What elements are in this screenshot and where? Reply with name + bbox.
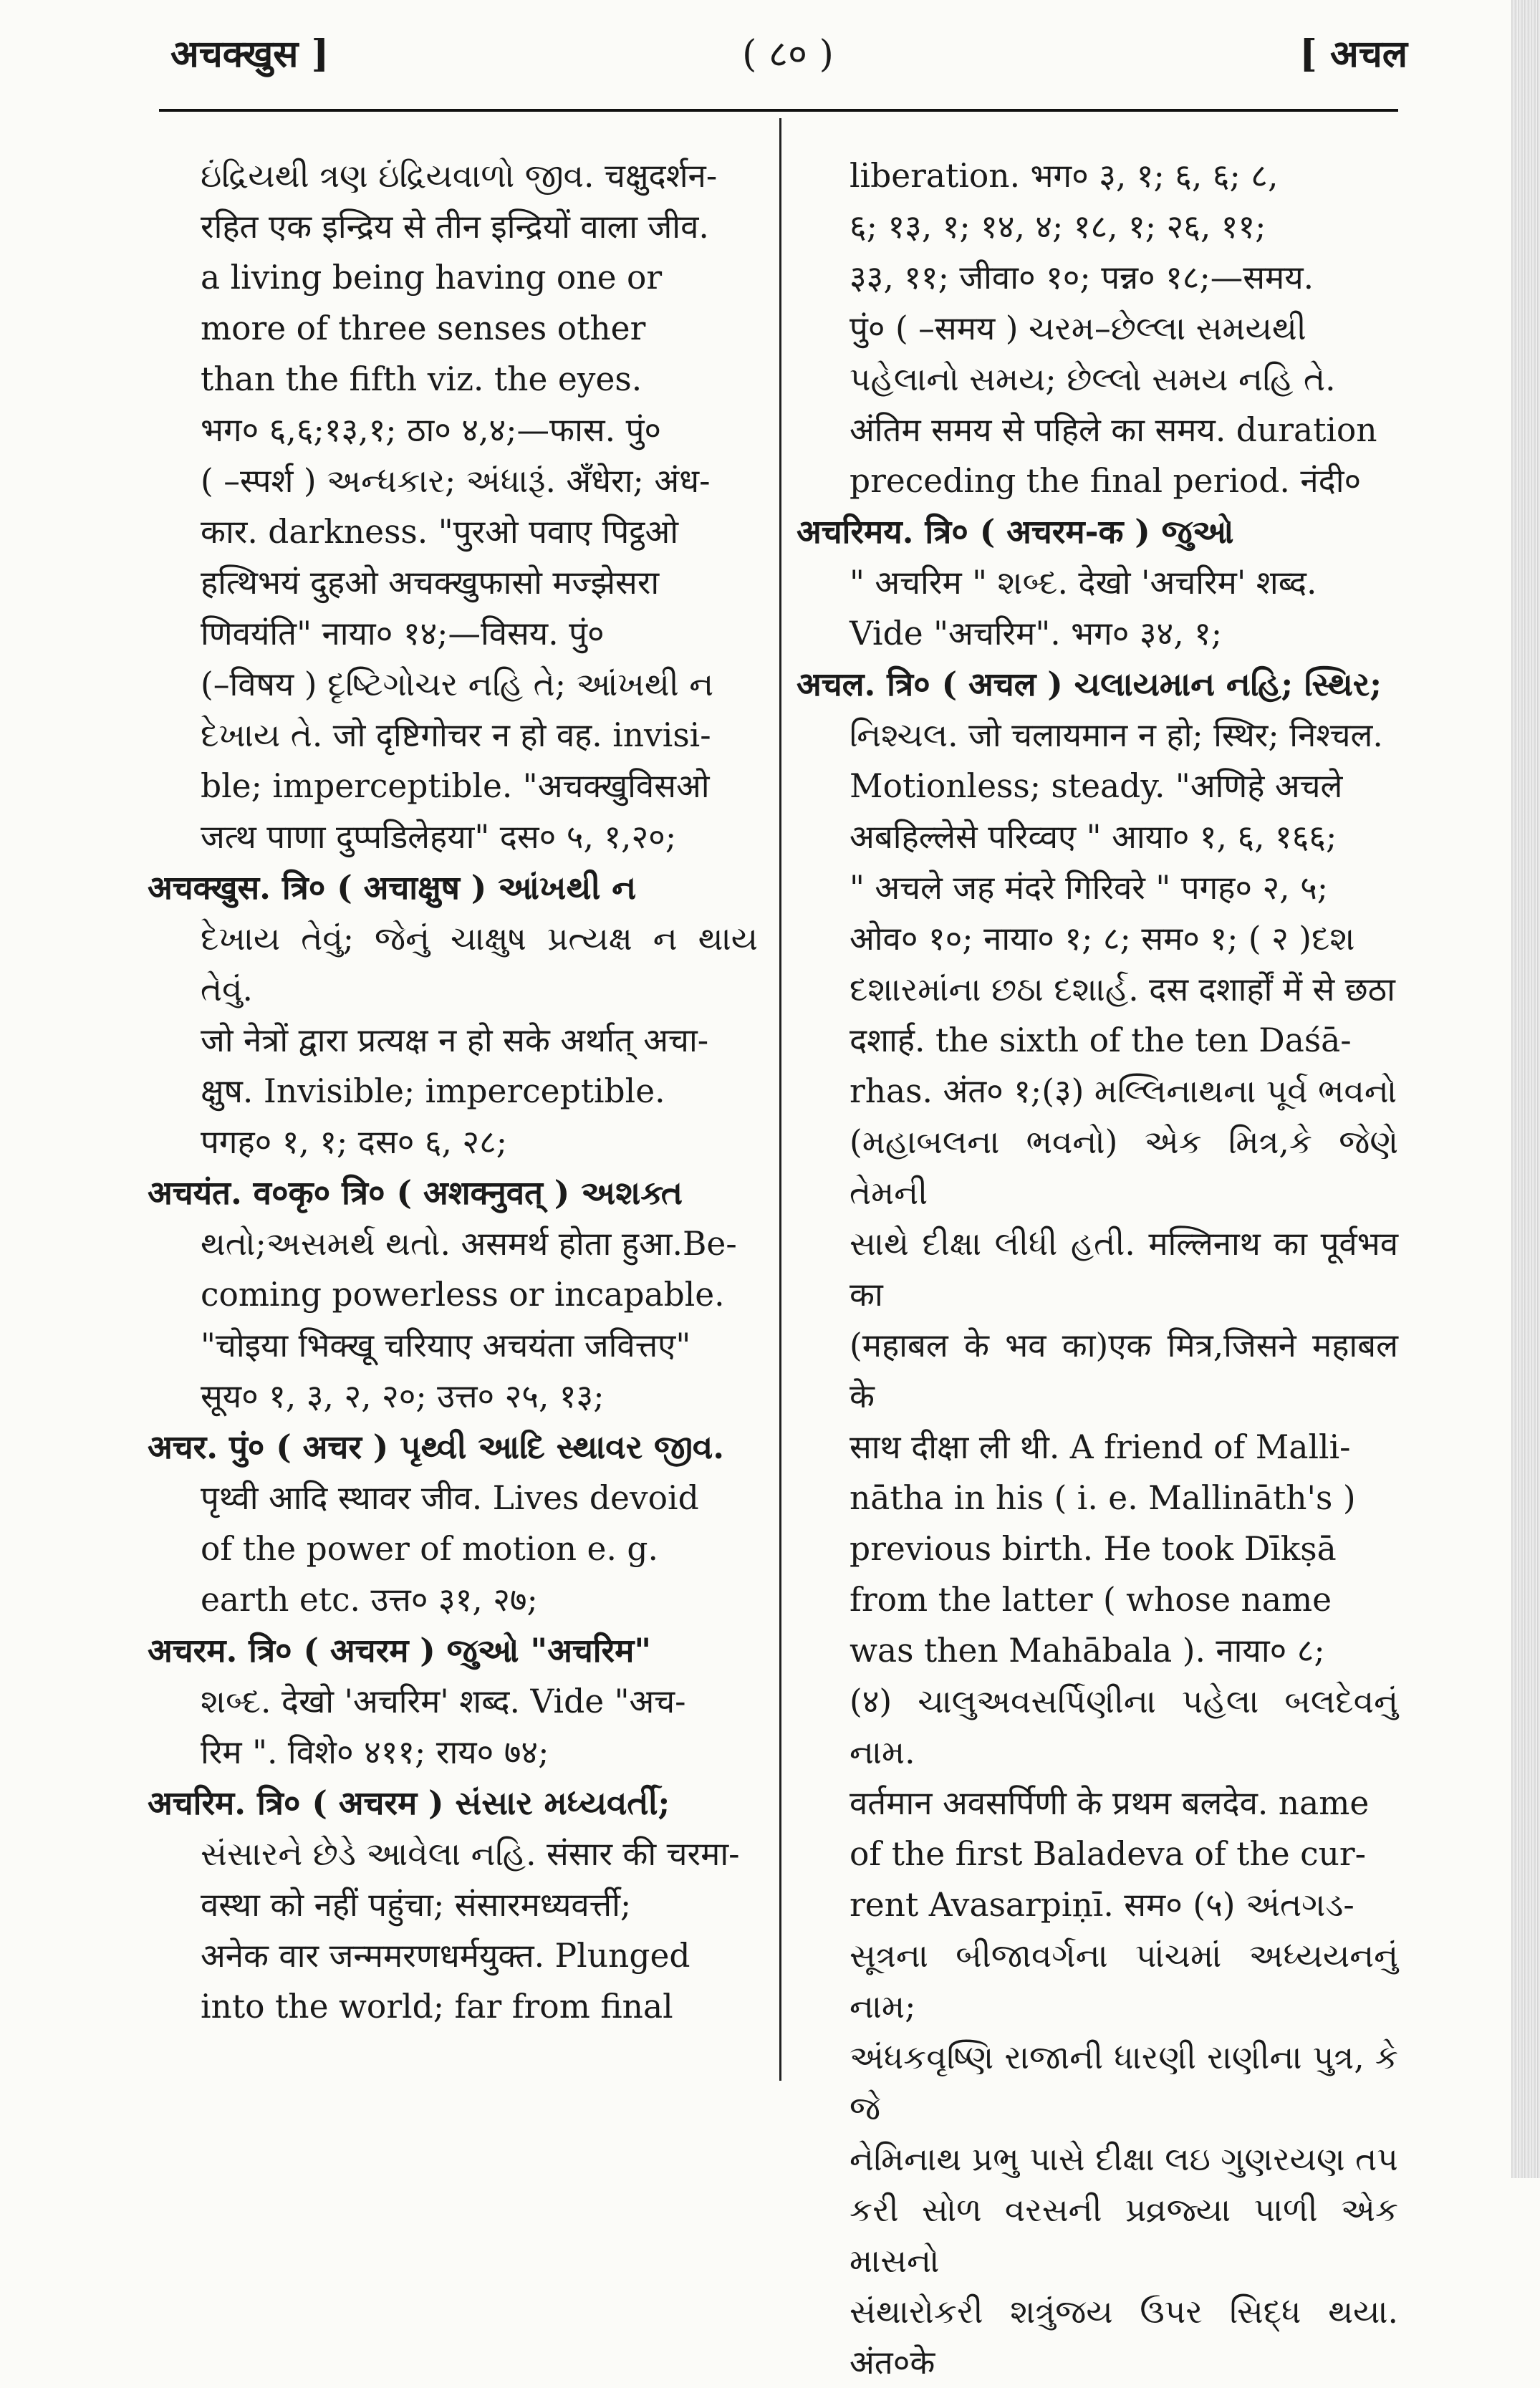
entry-continuation: nātha in his ( i. e. Mallināth's ) [850, 1479, 1356, 1517]
entry-continuation: पृथ्वी आदि स्थावर जीव. Lives devoid [201, 1479, 699, 1517]
right-column [797, 150, 1398, 2388]
entry-continuation: वस्था को नहीं पहुंचा; संसारमध्यवर्त्ती; [201, 1886, 632, 1924]
dictionary-entry [797, 659, 1398, 710]
continued-line: पुं० ( –समय ) ચરમ–છેલ્લા સમયથી [850, 309, 1306, 347]
entry-continuation: Vide "अचरिम". भग० ३४, १; [850, 615, 1223, 653]
entry-continuation: अबहिल्लेसे परिव्वए " आया० १, ६, १६६; [850, 818, 1337, 856]
dictionary-entry [148, 1625, 758, 1676]
entry-continuation: (महाबल के भव का)एक मित्र,जिसने महाबल के [850, 1327, 1398, 1415]
continued-line: ३३, ११; जीवा० १०; पन्न० १८;—समय. [850, 259, 1314, 297]
dictionary-entry [148, 1778, 758, 1829]
dictionary-entry [148, 1167, 758, 1218]
entry-continuation: નિશ્ચલ. जो चलायमान न हो; स्थिर; निश्चल. [850, 716, 1383, 754]
continued-line: भग० ६,६;१३,१; ठा० ४,४;—फास. पुं० [201, 411, 662, 449]
running-head-right: [ अचल [1299, 32, 1407, 76]
entry-line: अचल. त्रि० ( अचल ) ચલાયમાન નહિ; સ્થિર; [797, 665, 1382, 703]
entry-continuation: earth etc. उत्त० ३१, २७; [201, 1581, 538, 1619]
entry-continuation: નેમિનાથ પ્રભુ પાસે દીક્ષા લઇ ગુણરયણ તપ [850, 2140, 1398, 2178]
entry-continuation: of the power of motion e. g. [201, 1530, 658, 1568]
continued-line: जत्थ पाणा दुप्पडिलेहया" दस० ५, १,२०; [201, 818, 677, 856]
entry-continuation: from the latter ( whose name [850, 1581, 1332, 1619]
dictionary-entry [797, 506, 1398, 557]
entry-continuation: દેખાય તેવું; જેનું ચાક્ષુષ પ્રત્યક્ષ ન થાય તેવું. [201, 920, 758, 1008]
continued-line: than the fifth viz. the eyes. [201, 360, 643, 398]
entry-line: अचरिमय. त्रि० ( अचरम-क ) જુઓ [797, 512, 1234, 551]
entry-continuation: શબ્દ. देखो 'अचरिम' शब्द. Vide "अच- [201, 1682, 686, 1720]
entry-continuation: जो नेत्रों द्वारा प्रत्यक्ष न हो सके अर्थात् अचा- [201, 1021, 709, 1059]
continued-line: अंतिम समय से पहिले का समय. duration [850, 411, 1377, 449]
entry-line: अचरिम. त्रि० ( अचरम ) સંસાર મધ્યવર્તી; [148, 1783, 670, 1822]
page-number: ( ८० ) [742, 33, 834, 76]
column-divider [779, 118, 781, 2081]
continued-line: ઇંદ્રિયથી ત્રણ ઇંદ્રિયવાળો જીવ. चक्षुदर्शन- [201, 157, 718, 195]
continued-line: more of three senses other [201, 309, 646, 347]
dictionary-entry [148, 862, 758, 913]
entry-line: अचरम. त्रि० ( अचरम ) જુઓ "अचरिम" [148, 1631, 652, 1670]
left-column [148, 150, 758, 2032]
continued-line: પહેલાનો સમય; છેલ્લો સમય નહિ તે. [850, 360, 1336, 398]
entry-continuation: coming powerless or incapable. [201, 1276, 725, 1314]
header-rule [159, 109, 1398, 112]
entry-continuation: साथ दीक्षा ली थी. A friend of Malli- [850, 1428, 1351, 1466]
continued-line: ६; १३, १; १४, ४; १८, १; २६, ११; [850, 208, 1266, 246]
entry-continuation: સૂત્રના બીજાવર્ગના પાંચમાં અધ્યયનનું નામ; [850, 1937, 1398, 2026]
continued-line: कार. darkness. "पुरओ पवाए पिट्ठओ [201, 513, 679, 551]
entry-continuation: into the world; far from final [201, 1988, 673, 2026]
continued-line: ble; imperceptible. "अचक्खुविसओ [201, 767, 710, 805]
entry-continuation: (४) ચાલુઅવસર્પિણીના પહેલા બલદેવનું નામ. [850, 1682, 1398, 1771]
entry-continuation: Motionless; steady. "अणिहे अचले [850, 767, 1343, 805]
entry-continuation: દશારમાંના છઠા દશાર્હ. दस दशार्हों में से छठा [850, 971, 1395, 1008]
entry-line: अचयंत. व०कृ० त्रि० ( अशक्नुवत् ) અશક્ત [148, 1173, 683, 1212]
entry-continuation: (મહાબલના ભવનો) એક મિત્ર,કે જેણે તેમની [850, 1123, 1398, 1212]
entry-continuation: क्षुष. Invisible; imperceptible. [201, 1072, 665, 1110]
entry-continuation: ओव० १०; नाया० १; ८; सम० १; ( २ )દશ [850, 920, 1355, 958]
continued-line: णिवयंति" नाया० १४;—विसय. पुं० [201, 615, 605, 653]
entry-continuation: of the first Baladeva of the cur- [850, 1835, 1367, 1873]
entry-line: अचक्खुस. त्रि० ( अचाक्षुष ) આંખથી ન [148, 868, 637, 907]
entry-continuation: કરી સોળ વરસની પ્રવ્રજ્યા પાળી એક માસનો [850, 2191, 1398, 2280]
entry-continuation: was then Mahābala ). नाया० ८; [850, 1632, 1325, 1670]
entry-continuation: સાથે દીક્ષા લીધી હતી. मल्लिनाथ का पूर्वभव का [850, 1225, 1398, 1314]
continued-line: रहित एक इन्द्रिय से तीन इन्द्रियों वाला जीव. [201, 208, 709, 246]
continued-line: a living being having one or [201, 259, 663, 297]
entry-continuation: અંધકવૃષ્ણિ રાજાની ધારણી રાણીના પુત્ર, કે જે [850, 2038, 1398, 2127]
entry-continuation: "चोइया भिक्खू चरियाए अचयंता जवित्तए" [201, 1327, 691, 1364]
entry-continuation: previous birth. He took Dīkṣā [850, 1530, 1337, 1568]
continued-line: દેખાય તે. जो दृष्टिगोचर न हो वह. invisi- [201, 716, 711, 754]
continued-line: preceding the final period. नंदी० [850, 462, 1362, 500]
entry-continuation: सूय० १, ३, २, २०; उत्त० २५, १३; [201, 1377, 605, 1415]
entry-continuation: रिम ". विशे० ४११; राय० ७४; [201, 1733, 549, 1771]
continued-line: liberation. भग० ३, १; ६, ६; ८, [850, 157, 1279, 195]
continued-line: हत्थिभयं दुहओ अचक्खुफासो मज्झेसरा [201, 564, 660, 602]
book-spine-edge [1511, 0, 1540, 2178]
entry-line: अचर. पुं० ( अचर ) પૃથ્વી આદિ સ્થાવર જીવ. [148, 1427, 725, 1466]
entry-continuation: સંથારોકરી શત્રુંજય ઉપર સિદ્ધ થયા. अंत०के [850, 2293, 1398, 2382]
entry-continuation: दशार्ह. the sixth of the ten Daśā- [850, 1021, 1352, 1059]
entry-continuation: rent Avasarpiṇī. सम० (५) અંતગડ- [850, 1886, 1354, 1924]
entry-continuation: पगह० १, १; दस० ६, २८; [201, 1123, 508, 1161]
entry-continuation: rhas. अंत० १;(३) મલ્લિનાથના પૂર્વ ભવનો [850, 1072, 1397, 1110]
entry-continuation: થતો;અસમર્થ થતો. असमर्थ होता हुआ.Be- [201, 1225, 737, 1263]
entry-continuation: સંસારને છેડે આવેલા નહિ. संसार की चरमा- [201, 1835, 740, 1873]
entry-continuation: वर्तमान अवसर्पिणी के प्रथम बलदेव. name [850, 1784, 1370, 1822]
entry-continuation: अनेक वार जन्ममरणधर्मयुक्त. Plunged [201, 1937, 690, 1975]
entry-continuation: " अचरिम " શબ્દ. देखो 'अचरिम' शब्द. [850, 564, 1317, 602]
entry-continuation: " अचले जह मंदरे गिरिवरे " पगह० २, ५; [850, 869, 1329, 907]
continued-line: ( –स्पर्श ) અન્ધકાર; અંધારૂં. अँधेरा; अंध- [201, 462, 711, 500]
dictionary-entry [148, 1422, 758, 1473]
continued-line: (–विषय ) દૃષ્ટિગોચર નહિ તે; આંખથી ન [201, 665, 714, 703]
running-head-left: अचक्खुस ] [170, 32, 329, 76]
